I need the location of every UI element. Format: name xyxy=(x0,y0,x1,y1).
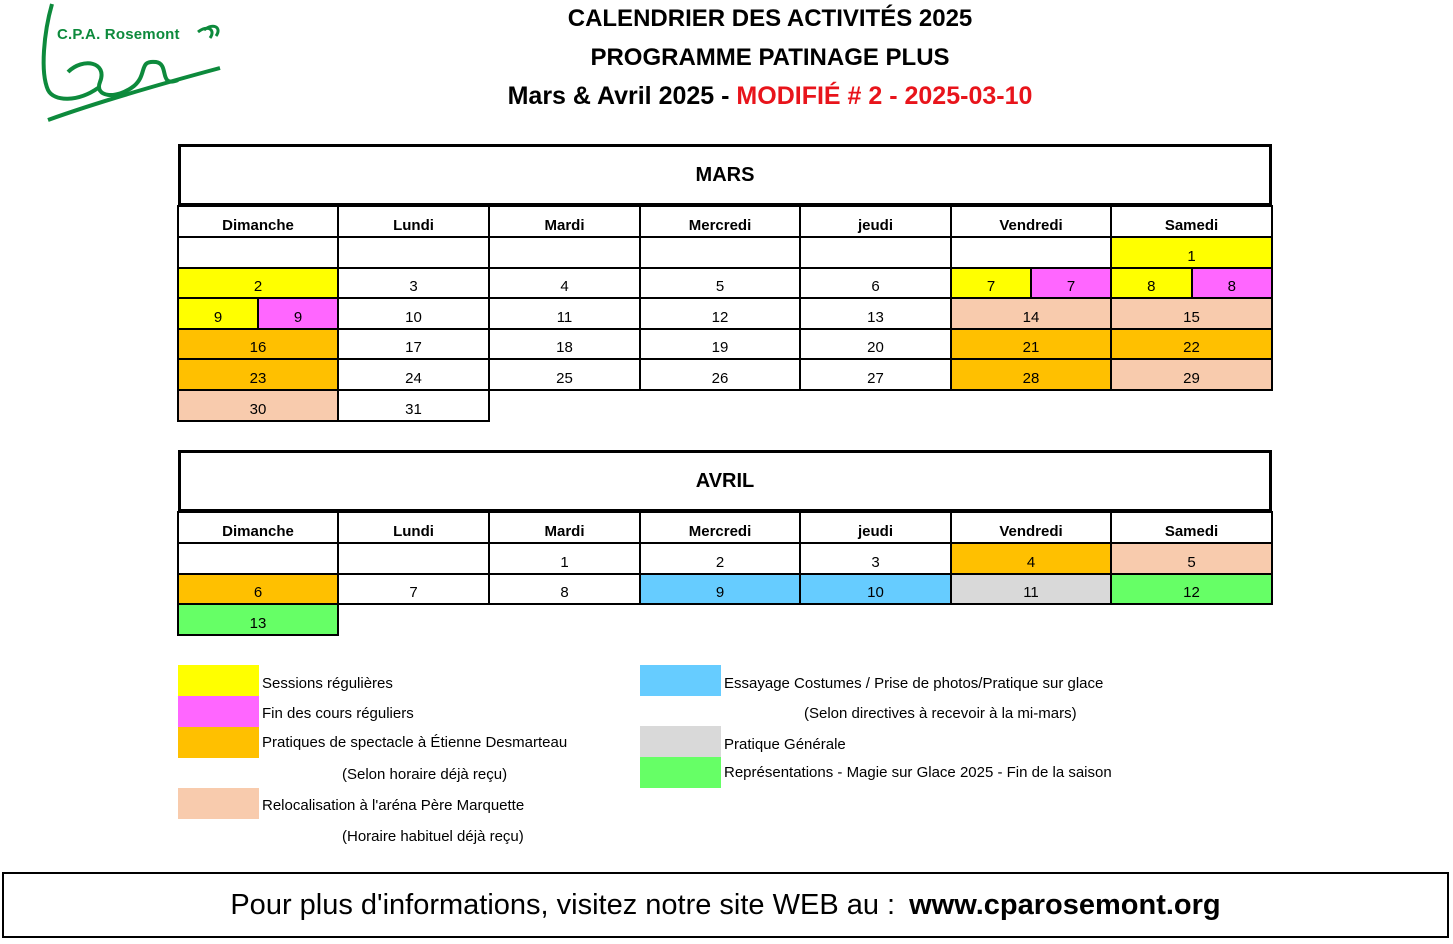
website-link[interactable]: www.cparosemont.org xyxy=(909,888,1221,921)
day-cell: 4 xyxy=(950,542,1112,575)
legend-swatch-green xyxy=(640,757,721,788)
day-cell: 24 xyxy=(337,358,490,391)
legend-swatch-yellow xyxy=(178,665,259,696)
day-cell: 1 xyxy=(488,542,641,575)
legend-costumes-note: (Selon directives à recevoir à la mi-mars) xyxy=(804,705,1077,722)
day-cell: 8 xyxy=(488,573,641,606)
day-cell: 3 xyxy=(799,542,952,575)
modified-text: MODIFIÉ # 2 - 2025-03-10 xyxy=(736,82,1033,110)
day-cell: 13 xyxy=(177,603,339,636)
day-cell: 19 xyxy=(639,328,801,361)
day-cell xyxy=(799,236,952,269)
logo-text: C.P.A. Rosemont xyxy=(57,26,180,43)
day-cell xyxy=(639,236,801,269)
day-cell xyxy=(488,236,641,269)
day-header: Vendredi xyxy=(950,205,1112,238)
day-cell: 13 xyxy=(799,297,952,330)
day-header: Mardi xyxy=(488,205,641,238)
legend-shows: Représentations - Magie sur Glace 2025 - Fin de la saison xyxy=(724,764,1112,781)
legend-swatch-blue xyxy=(640,665,721,696)
day-cell: 30 xyxy=(177,389,339,422)
day-header: Mercredi xyxy=(639,511,801,544)
day-header: Samedi xyxy=(1110,205,1273,238)
day-cell: 15 xyxy=(1110,297,1273,330)
day-cell: 7 xyxy=(1030,267,1112,300)
legend-end-regular: Fin des cours réguliers xyxy=(262,705,414,722)
day-cell: 6 xyxy=(799,267,952,300)
calendar-avril xyxy=(178,450,1272,635)
day-cell: 5 xyxy=(1110,542,1273,575)
day-cell: 23 xyxy=(177,358,339,391)
day-cell: 29 xyxy=(1110,358,1273,391)
day-cell: 10 xyxy=(799,573,952,606)
day-header: Samedi xyxy=(1110,511,1273,544)
day-cell: 10 xyxy=(337,297,490,330)
day-cell: 11 xyxy=(950,573,1112,606)
title-line-3 xyxy=(300,82,1240,111)
day-cell: 3 xyxy=(337,267,490,300)
day-cell: 2 xyxy=(177,267,339,300)
day-cell: 8 xyxy=(1191,267,1274,300)
legend-swatch-peach xyxy=(178,788,259,819)
day-cell: 7 xyxy=(950,267,1032,300)
day-header: Mardi xyxy=(488,511,641,544)
legend-show-practice-note: (Selon horaire déjà reçu) xyxy=(342,766,508,783)
day-header: Vendredi xyxy=(950,511,1112,544)
day-cell: 2 xyxy=(639,542,801,575)
month-title: MARS xyxy=(178,144,1272,206)
club-logo xyxy=(38,2,228,124)
day-cell: 27 xyxy=(799,358,952,391)
day-cell: 28 xyxy=(950,358,1112,391)
day-cell xyxy=(337,236,490,269)
day-cell: 1 xyxy=(1110,236,1273,269)
title-line-1: CALENDRIER DES ACTIVITÉS 2025 xyxy=(567,5,973,32)
legend-show-practice: Pratiques de spectacle à Étienne Desmarteau xyxy=(262,734,568,751)
day-header: Lundi xyxy=(337,205,490,238)
day-header: jeudi xyxy=(799,511,952,544)
day-cell xyxy=(950,236,1112,269)
day-header: Dimanche xyxy=(177,205,339,238)
day-cell xyxy=(337,542,490,575)
day-cell: 9 xyxy=(639,573,801,606)
day-header: Lundi xyxy=(337,511,490,544)
legend-costumes: Essayage Costumes / Prise de photos/Pratique sur glace xyxy=(724,675,1104,692)
day-cell: 25 xyxy=(488,358,641,391)
day-cell: 16 xyxy=(177,328,339,361)
day-header: Dimanche xyxy=(177,511,339,544)
day-cell: 11 xyxy=(488,297,641,330)
legend-swatch-orange xyxy=(178,727,259,758)
legend-relocation-note: (Horaire habituel déjà reçu) xyxy=(342,828,524,845)
day-cell xyxy=(177,542,339,575)
legend-general-practice: Pratique Générale xyxy=(724,736,846,753)
day-cell: 14 xyxy=(950,297,1112,330)
day-cell: 26 xyxy=(639,358,801,391)
legend-regular-sessions: Sessions régulières xyxy=(262,675,393,692)
day-cell: 6 xyxy=(177,573,339,606)
day-header: jeudi xyxy=(799,205,952,238)
title-line-2: PROGRAMME PATINAGE PLUS xyxy=(590,44,950,71)
day-cell: 4 xyxy=(488,267,641,300)
day-cell: 31 xyxy=(337,389,490,422)
month-grid xyxy=(178,512,1272,635)
day-cell: 12 xyxy=(639,297,801,330)
legend-relocation: Relocalisation à l'aréna Père Marquette xyxy=(262,797,525,814)
day-cell: 9 xyxy=(257,297,339,330)
day-cell: 5 xyxy=(639,267,801,300)
day-cell: 12 xyxy=(1110,573,1273,606)
period-text: Mars & Avril 2025 - xyxy=(507,82,730,110)
calendar-mars xyxy=(178,144,1272,421)
day-cell: 18 xyxy=(488,328,641,361)
day-cell xyxy=(177,236,339,269)
day-cell: 9 xyxy=(177,297,259,330)
footer-text: Pour plus d'informations, visitez notre site WEB au : xyxy=(230,888,896,921)
month-title: AVRIL xyxy=(178,450,1272,512)
day-cell: 22 xyxy=(1110,328,1273,361)
footer-banner xyxy=(2,872,1449,938)
day-cell: 8 xyxy=(1110,267,1193,300)
day-cell: 21 xyxy=(950,328,1112,361)
day-header: Mercredi xyxy=(639,205,801,238)
day-cell: 20 xyxy=(799,328,952,361)
legend-swatch-gray xyxy=(640,726,721,757)
month-grid xyxy=(178,206,1272,421)
legend-swatch-pink xyxy=(178,696,259,727)
day-cell: 17 xyxy=(337,328,490,361)
day-cell: 7 xyxy=(337,573,490,606)
